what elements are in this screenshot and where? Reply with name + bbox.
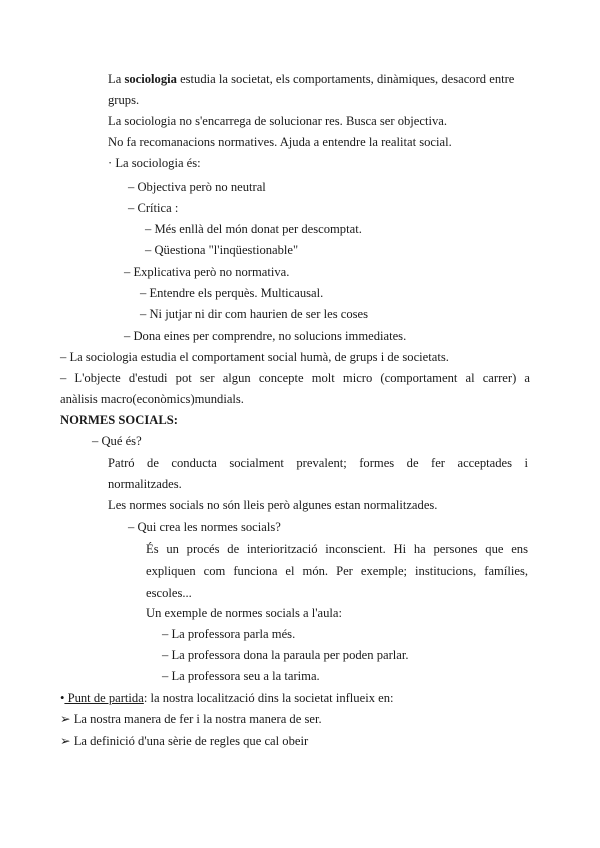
general-line-2: – L'objecte d'estudi pot ser algun concepte molt micro (comportament al carrer) a — [60, 371, 530, 385]
text: La — [108, 72, 125, 86]
heading-text: NORMES SOCIALS: — [60, 413, 178, 427]
trait-explicativa: – Explicativa però no normativa. — [124, 265, 290, 279]
question-qui-crea: – Qui crea les normes socials? — [128, 520, 281, 534]
text: : la nostra localització dins la societat influeix en: — [143, 691, 394, 705]
intro-line-1-cont: grups. — [108, 93, 140, 107]
example-2: – La professora dona la paraula per poden parlar. — [162, 648, 409, 662]
trait-objectiva: – Objectiva però no neutral — [128, 180, 266, 194]
general-line-1: – La sociologia estudia el comportament social humà, de grups i de societats. — [60, 350, 449, 364]
bullet-icon: • — [60, 691, 65, 705]
trait-explicativa-b: – Ni jutjar ni dir com haurien de ser les coses — [140, 307, 369, 321]
answer-2-line-3: escoles... — [146, 586, 192, 600]
example-3: – La professora seu a la tarima. — [162, 669, 320, 683]
answer-1-line-3: Les normes socials no són lleis però algunes estan normalitzades. — [108, 498, 438, 512]
trait-eines: – Dona eines per comprendre, no solucions immediates. — [124, 329, 407, 343]
trait-explicativa-a: – Entendre els perquès. Multicausal. — [140, 286, 324, 300]
answer-2-line-4: Un exemple de normes socials a l'aula: — [146, 606, 343, 620]
intro-line-2: La sociologia no s'encarrega de solucionar res. Busca ser objectiva. — [108, 114, 448, 128]
term-sociologia: sociologia — [124, 72, 177, 86]
trait-critica-b: – Qüestiona "l'inqüestionable" — [145, 243, 299, 257]
text: estudia la societat, els comportaments, dinàmiques, desacord entre — [176, 72, 515, 86]
general-line-2-cont: anàlisis macro(econòmics)mundials. — [60, 392, 244, 406]
partida-point-1: ➢ La nostra manera de fer i la nostra manera de ser. — [60, 712, 322, 726]
trait-critica-a: – Més enllà del món donat per descomptat. — [145, 222, 362, 236]
answer-1-line-1: Patró de conducta socialment prevalent; formes de fer acceptades i — [108, 456, 528, 470]
intro-line-3: No fa recomanacions normatives. Ajuda a entendre la realitat social. — [108, 135, 452, 149]
trait-critica: – Crítica : — [128, 201, 179, 215]
punt-de-partida — [60, 690, 394, 706]
section-heading-normes — [60, 412, 178, 428]
example-1: – La professora parla més. — [162, 627, 296, 641]
partida-point-2: ➢ La definició d'una sèrie de regles que cal obeir — [60, 734, 309, 748]
answer-1-line-2: normalitzades. — [108, 477, 182, 491]
punt-de-partida-label: Punt de partida — [64, 691, 144, 705]
answer-2-line-1: És un procés de interiorització inconscient. Hi ha persones que ens — [146, 542, 528, 556]
answer-2-line-2: expliquen com funciona el món. Per exemple; institucions, famílies, — [146, 564, 528, 578]
intro-line-1 — [108, 71, 514, 87]
intro-line-4: · La sociologia és: — [108, 156, 201, 170]
question-que-es: – Qué és? — [92, 434, 142, 448]
